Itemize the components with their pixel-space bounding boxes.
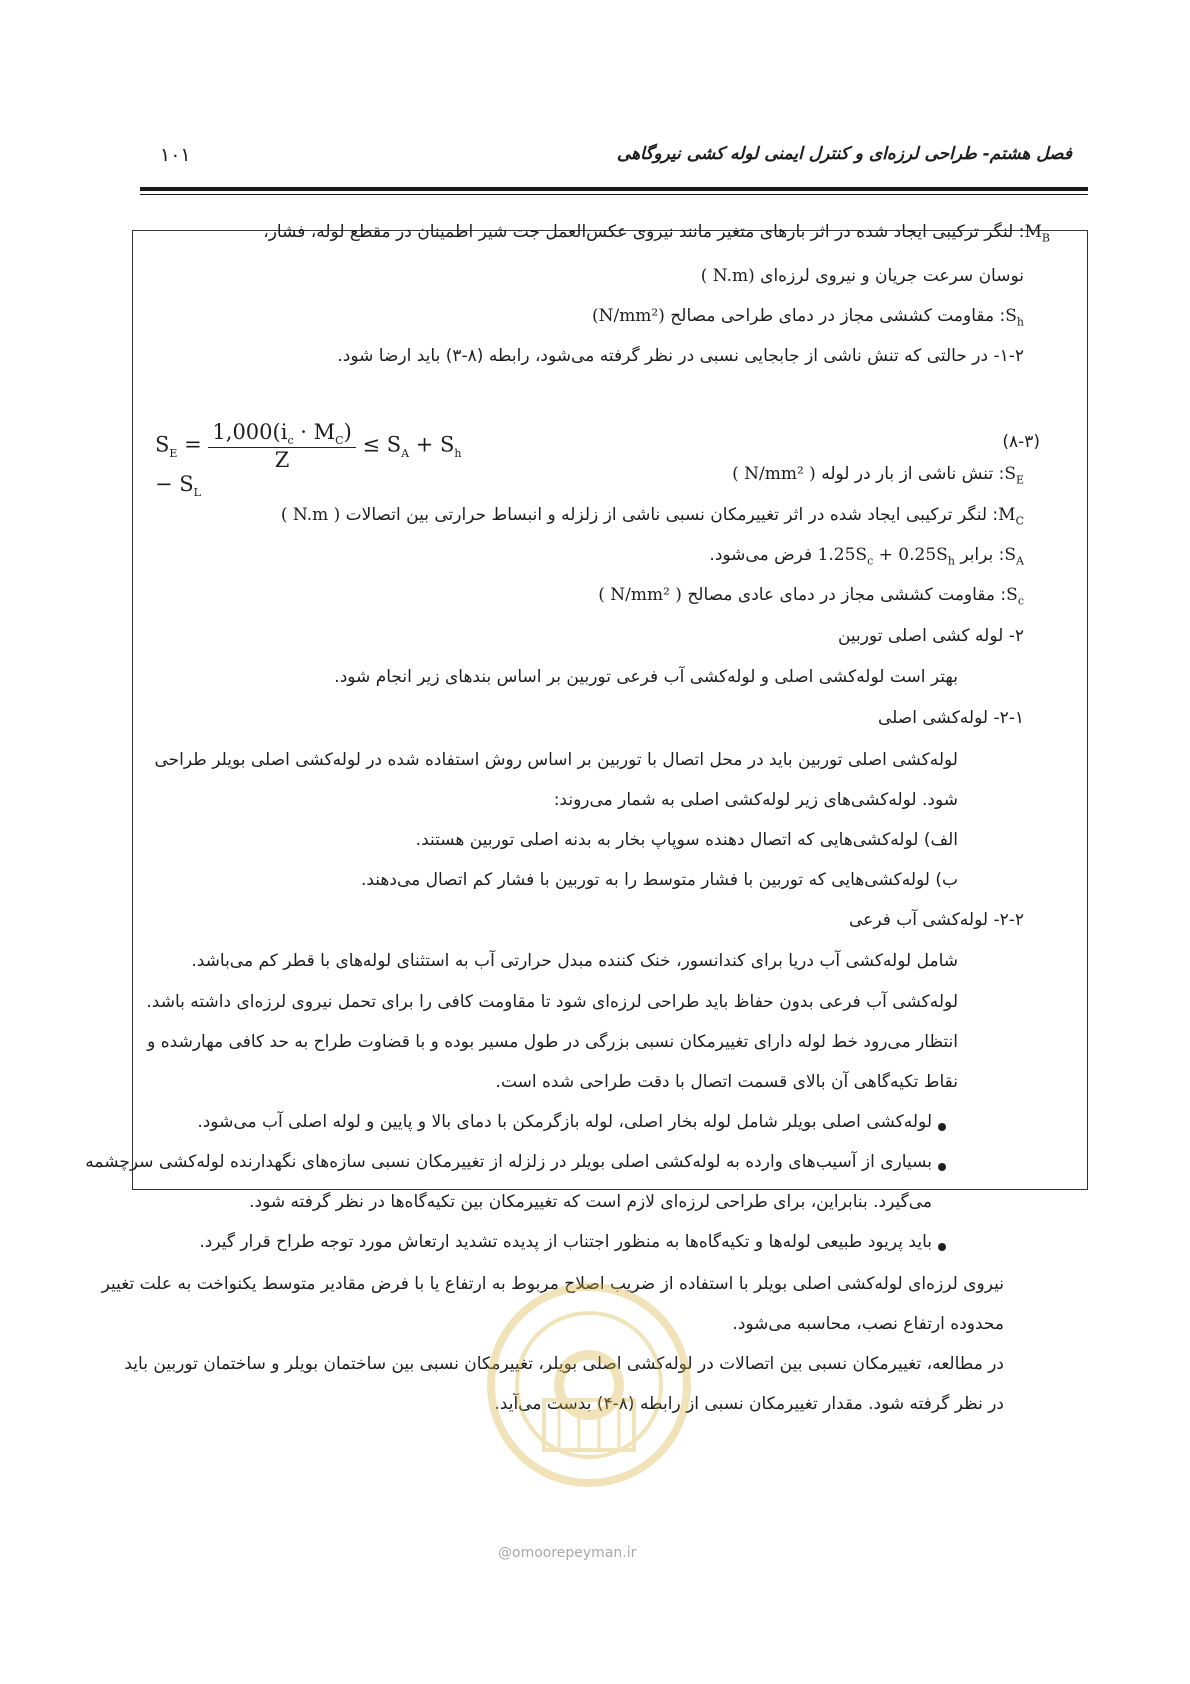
watermark-text: @omoorepeyman.ir (498, 1545, 637, 1561)
item-be: ب) لوله‌کشی‌هایی که توربین با فشار متوسط را به توربین با فشار کم اتصال می‌دهند. (360, 870, 958, 890)
section-2-1-line1: لوله‌کشی اصلی توربین باید در محل اتصال با توربین بر اساس روش استفاده شده در لوله‌کشی اصلی بویلر طراحی (154, 750, 958, 770)
page-header (140, 140, 1072, 176)
section-2-2-line2: لوله‌کشی آب فرعی بدون حفاظ باید طراحی لرزه‌ای شود تا مقاومت کافی را برای تحمل نیروی لرزه‌ای داشته باشد. (146, 992, 958, 1012)
chapter-title: فصل هشتم- طراحی لرزه‌ای و کنترل ایمنی لوله کشی نیروگاهی (616, 144, 1072, 164)
section-2-2-line3: انتظار می‌رود خط لوله دارای تغییرمکان نسبی بزرگی در طول مسیر بوده و با قضاوت طراح به حد کافی مهارشده و (147, 1032, 958, 1052)
bullet-item: باید پریود طبیعی لوله‌ها و تکیه‌گاه‌ها به منظور اجتناب از پدیده تشدید ارتعاش مورد توجه طراح قرار گیرد. (199, 1232, 932, 1252)
bullet-dot (938, 1163, 946, 1171)
bullet-dot (938, 1123, 946, 1131)
paragraph-1-line2: محدوده ارتفاع نصب، محاسبه می‌شود. (732, 1314, 1004, 1334)
sc-definition: $S_c$: مقاومت کششی مجاز در دمای عادی مصالح ( N/mm² ) (598, 585, 1024, 608)
paragraph-2-line1: در مطالعه، تغییرمکان نسبی بین اتصالات در لوله‌کشی اصلی بویلر، تغییرمکان نسبی بین ساختمان بویلر و ساختمان توربین باید (124, 1354, 1004, 1374)
section-2-1-heading: ۲-۱- لوله‌کشی اصلی (878, 708, 1024, 728)
equation-fraction: $\frac{1,000(i_c \cdot M_C)}{Z}$ (208, 420, 355, 472)
equation-8-3: $S_E$ = $\frac{1,000(i_c \cdot M_C)}{Z}$ ≤ $S_A + S_h - S_L$ (155, 420, 462, 500)
se-definition: $S_E$: تنش ناشی از بار در لوله ( N/mm² ) (732, 464, 1024, 487)
paragraph-2-line2: در نظر گرفته شود. مقدار تغییرمکان نسبی از رابطه (۸-۴) بدست می‌آید. (494, 1394, 1004, 1414)
page-number: ۱۰۱ (160, 144, 191, 166)
bullet-item-continuation: می‌گیرد. بنابراین، برای طراحی لرزه‌ای لازم است که تغییرمکان بین تکیه‌گاه‌ها در نظر گرفته شود. (249, 1192, 932, 1212)
mb-definition-line1: $M_B$: لنگر ترکیبی ایجاد شده در اثر بارهای متغیر مانند نیروی عکس‌العمل جت شیر اطمینان در مقطع لوله، فشار، (263, 222, 1050, 245)
section-2-2-heading: ۲-۲- لوله‌کشی آب فرعی (849, 910, 1024, 930)
mb-definition-line2: نوسان سرعت جریان و نیروی لرزه‌ای ( N.m) (700, 266, 1024, 286)
section-2-intro: بهتر است لوله‌کشی اصلی و لوله‌کشی آب فرعی توربین بر اساس بندهای زیر انجام شود. (334, 667, 958, 687)
item-1-2: ۱-۲- در حالتی که تنش ناشی از جابجایی نسبی در نظر گرفته می‌شود، رابطه (۸-۳) باید ارضا شود. (337, 346, 1024, 366)
section-2-heading: ۲- لوله کشی اصلی توربین (837, 626, 1024, 646)
sa-definition: $S_A$: برابر $1.25S_c + 0.25S_h$ فرض می‌شود. (709, 545, 1024, 568)
mc-definition: $M_C$: لنگر ترکیبی ایجاد شده در اثر تغییرمکان نسبی ناشی از زلزله و انبساط حرارتی بین اتصالات ( N.m ) (280, 505, 1024, 528)
watermark-logo (484, 1280, 694, 1490)
equation-number: (۸-۳) (1002, 432, 1040, 452)
sh-definition: $S_h$: مقاومت کششی مجاز در دمای طراحی مصالح (N/mm²) (591, 306, 1024, 329)
bullet-item: بسیاری از آسیب‌های وارده به لوله‌کشی اصلی بویلر در زلزله از تغییرمکان نسبی سازه‌های نگهدارنده لوله‌کشی سرچشمه (85, 1152, 932, 1172)
bullet-item: لوله‌کشی اصلی بویلر شامل لوله بخار اصلی، لوله بازگرمکن با دمای بالا و پایین و لوله اصلی آب می‌شود. (197, 1112, 932, 1132)
section-2-2-line1: شامل لوله‌کشی آب دریا برای کندانسور، خنک کننده مبدل حرارتی آب به استثنای لوله‌های با قطر کم می‌باشد. (191, 951, 958, 971)
paragraph-1-line1: نیروی لرزه‌ای لوله‌کشی اصلی بویلر با استفاده از ضریب اصلاح مربوط به ارتفاع یا با فرض مقادیر متوسط یکنواخت به علت تغییر (101, 1274, 1004, 1294)
item-alef: الف) لوله‌کشی‌هایی که اتصال دهنده سوپاپ بخار به بدنه اصلی توربین هستند. (415, 830, 958, 850)
header-rule-thick (140, 187, 1088, 191)
header-rule-thin (140, 194, 1088, 195)
bullet-dot (938, 1243, 946, 1251)
section-2-2-line4: نقاط تکیه‌گاهی آن بالای قسمت اتصال با دقت طراحی شده است. (495, 1072, 958, 1092)
section-2-1-line2: شود. لوله‌کشی‌های زیر لوله‌کشی اصلی به شمار می‌روند: (553, 790, 958, 810)
